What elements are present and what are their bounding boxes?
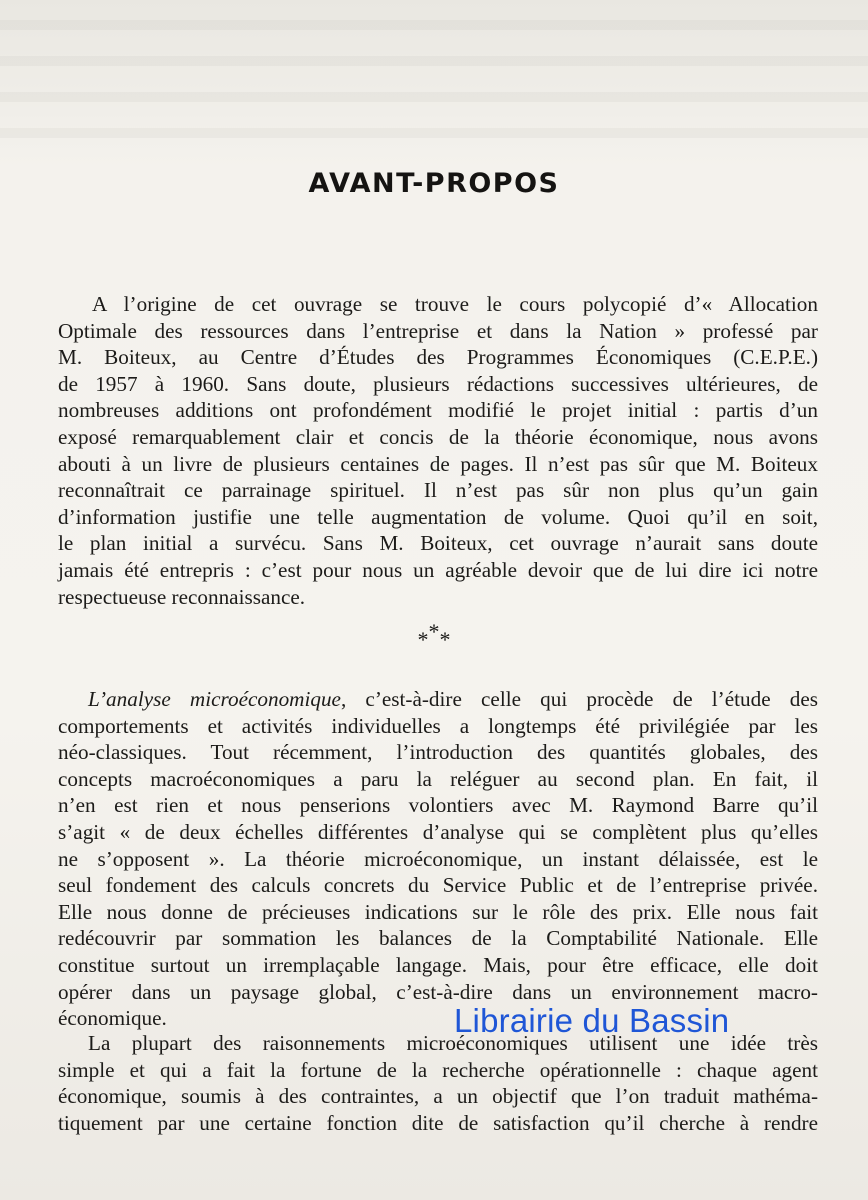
text-line bbox=[58, 686, 818, 713]
star: * bbox=[417, 627, 429, 652]
text-line: Optimale des ressources dans l’entreprise et dans la Nation » professé par bbox=[58, 318, 818, 343]
text-line: respectueuse reconnaissance. bbox=[58, 584, 306, 609]
text-line: M. Boiteux, au Centre d’Études des Programmes Économiques (C.E.P.E.) bbox=[58, 345, 818, 370]
text-line: tiquement par une certaine fonction dite de satisfaction qu’il cherche à rendre bbox=[58, 1110, 818, 1135]
text-line: Elle nous donne de précieuses indications sur le rôle des prix. Elle nous fait bbox=[58, 899, 818, 924]
text-line: redécouvrir par sommation les balances de la Comptabilité Nationale. Elle bbox=[58, 926, 818, 951]
text-line: simple et qui a fait la fortune de la recherche opérationnelle : chaque agent bbox=[58, 1057, 818, 1082]
text-fragment: , c’est-à-dire celle qui procède de l’étude des bbox=[340, 687, 818, 711]
text-line: jamais été entrepris : c’est pour nous un agréable devoir que de lui dire ici notre bbox=[58, 557, 818, 582]
paragraph-microeconomics bbox=[58, 686, 818, 1032]
text-line: comportements et activités individuelles a longtemps été privilégiée par les bbox=[58, 713, 818, 738]
text-line: de 1957 à 1960. Sans doute, plusieurs rédactions successives ultérieures, de bbox=[58, 371, 818, 396]
text-line: La plupart des raisonnements microéconomiques utilisent une idée très bbox=[88, 1031, 818, 1055]
star: * bbox=[428, 619, 440, 644]
text-line: économique, soumis à des contraintes, a un objectif que l’on traduit mathéma- bbox=[58, 1084, 818, 1109]
show-through-text bbox=[0, 0, 868, 150]
text-line: abouti à un livre de plusieurs centaines de pages. Il n’est pas sûr que M. Boiteux bbox=[58, 451, 818, 476]
text-line: nombreuses additions ont profondément modifié le projet initial : partis d’un bbox=[58, 398, 818, 423]
text-line: le plan initial a survécu. Sans M. Boiteux, cet ouvrage n’aurait sans doute bbox=[58, 531, 818, 556]
watermark-text: Librairie du Bassin bbox=[454, 1002, 730, 1039]
section-separator bbox=[0, 619, 868, 652]
italic-term: L’analyse microéconomique bbox=[88, 687, 341, 711]
text-line: exposé remarquablement clair et concis de la théorie économique, nous avons bbox=[58, 424, 818, 449]
text-line: néo-classiques. Tout récemment, l’introduction des quantités globales, des bbox=[58, 740, 818, 765]
text-line: constitue surtout un irremplaçable langage. Mais, pour être efficace, elle doit bbox=[58, 952, 818, 977]
text-line: opérer dans un paysage global, c’est-à-dire dans un environnement macro- bbox=[58, 979, 818, 1004]
text-line: d’information justifie une telle augmentation de volume. Quoi qu’il en soit, bbox=[58, 504, 818, 529]
text-line: seul fondement des calculs concrets du Service Public et de l’entreprise privée. bbox=[58, 873, 818, 898]
text-line: économique. bbox=[58, 1006, 167, 1031]
paragraph-reasoning bbox=[58, 1030, 818, 1136]
text-line: n’en est rien et nous penserions volontiers avec M. Raymond Barre qu’il bbox=[58, 793, 818, 818]
text-line: A l’origine de cet ouvrage se trouve le cours polycopié d’« Allocation bbox=[92, 292, 818, 316]
page-title: AVANT-PROPOS bbox=[308, 168, 560, 199]
text-line: concepts macroéconomiques a paru la reléguer au second plan. En fait, il bbox=[58, 766, 818, 791]
text-line: s’agit « de deux échelles différentes d’analyse qui se complètent plus qu’elles bbox=[58, 819, 818, 844]
text-line: reconnaîtrait ce parrainage spirituel. Il n’est pas sûr non plus qu’un gain bbox=[58, 478, 818, 503]
star: * bbox=[439, 627, 451, 652]
text-line: ne s’opposent ». La théorie microéconomique, un instant délaissée, est le bbox=[58, 846, 818, 871]
paragraph-origin bbox=[58, 291, 818, 610]
